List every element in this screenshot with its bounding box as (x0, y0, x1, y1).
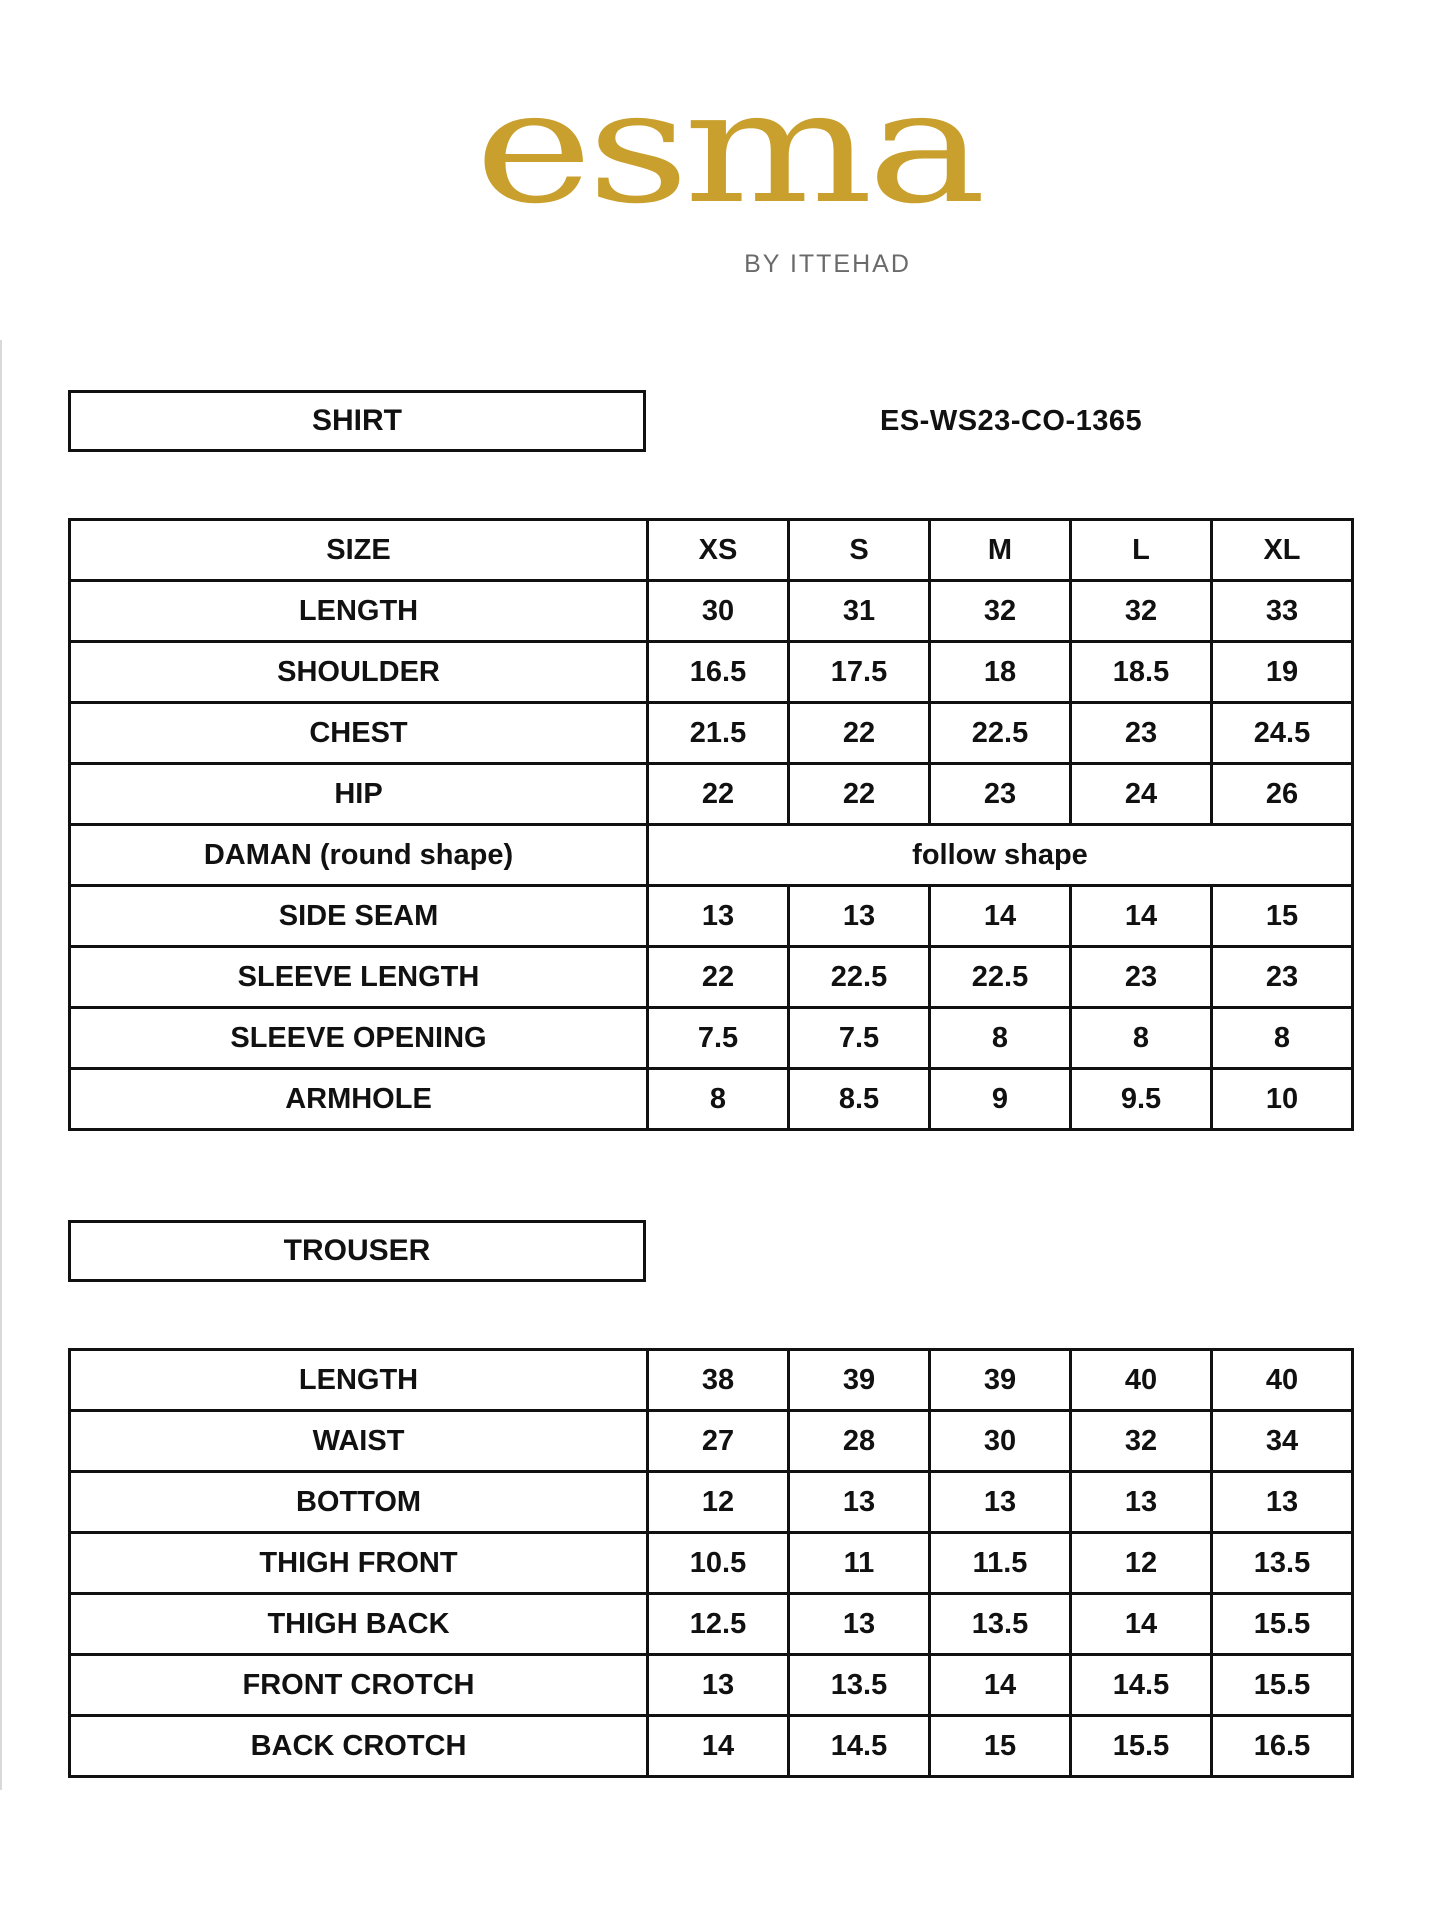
size-value: 8 (930, 1008, 1071, 1069)
size-value: 15.5 (1212, 1655, 1353, 1716)
size-value: 13 (1071, 1472, 1212, 1533)
size-value: 16.5 (1212, 1716, 1353, 1777)
size-value: 33 (1212, 581, 1353, 642)
size-value: 14 (648, 1716, 789, 1777)
size-value: 15.5 (1212, 1594, 1353, 1655)
row-label: WAIST (70, 1411, 648, 1472)
row-label: SHOULDER (70, 642, 648, 703)
table-row (70, 825, 1353, 886)
size-value: 21.5 (648, 703, 789, 764)
merged-value: follow shape (648, 825, 1353, 886)
logo-wordmark: esma (474, 56, 981, 239)
shirt-section-label: SHIRT (68, 390, 646, 452)
size-value: 40 (1212, 1350, 1353, 1411)
size-value: 30 (930, 1411, 1071, 1472)
table-row (70, 947, 1353, 1008)
size-value: 13 (1212, 1472, 1353, 1533)
size-value: 22 (648, 764, 789, 825)
size-value: 24 (1071, 764, 1212, 825)
size-value: 13 (789, 886, 930, 947)
size-value: 27 (648, 1411, 789, 1472)
size-value: 34 (1212, 1411, 1353, 1472)
table-row (70, 764, 1353, 825)
size-value: 18.5 (1071, 642, 1212, 703)
size-value: 7.5 (789, 1008, 930, 1069)
size-value: 10 (1212, 1069, 1353, 1130)
row-label: FRONT CROTCH (70, 1655, 648, 1716)
table-row (70, 1008, 1353, 1069)
size-value: 23 (930, 764, 1071, 825)
row-label: SLEEVE OPENING (70, 1008, 648, 1069)
table-row (70, 581, 1353, 642)
size-value: 30 (648, 581, 789, 642)
trouser-section-label: TROUSER (68, 1220, 646, 1282)
size-value: 19 (1212, 642, 1353, 703)
size-value: 13.5 (930, 1594, 1071, 1655)
size-value: 31 (789, 581, 930, 642)
size-value: M (930, 520, 1071, 581)
row-label: HIP (70, 764, 648, 825)
size-value: 17.5 (789, 642, 930, 703)
size-value: 23 (1071, 947, 1212, 1008)
row-label: BACK CROTCH (70, 1716, 648, 1777)
table-row (70, 642, 1353, 703)
size-value: 13 (648, 1655, 789, 1716)
size-value: 32 (930, 581, 1071, 642)
size-value: 32 (1071, 581, 1212, 642)
table-row (70, 703, 1353, 764)
brand-logo (0, 56, 1445, 279)
size-value: 39 (789, 1350, 930, 1411)
size-value: 24.5 (1212, 703, 1353, 764)
row-label: THIGH BACK (70, 1594, 648, 1655)
size-value: 12.5 (648, 1594, 789, 1655)
size-value: 9.5 (1071, 1069, 1212, 1130)
row-label: THIGH FRONT (70, 1533, 648, 1594)
size-value: 9 (930, 1069, 1071, 1130)
size-value: 22.5 (930, 947, 1071, 1008)
size-value: 13 (789, 1594, 930, 1655)
row-label: SIDE SEAM (70, 886, 648, 947)
size-value: 14 (930, 886, 1071, 947)
size-value: 22.5 (930, 703, 1071, 764)
row-label: LENGTH (70, 581, 648, 642)
table-row (70, 1069, 1353, 1130)
size-value: 23 (1071, 703, 1212, 764)
row-label: SLEEVE LENGTH (70, 947, 648, 1008)
table-row (70, 1472, 1353, 1533)
size-value: 13 (930, 1472, 1071, 1533)
size-value: 22.5 (789, 947, 930, 1008)
size-value: XL (1212, 520, 1353, 581)
size-value: 10.5 (648, 1533, 789, 1594)
size-value: 16.5 (648, 642, 789, 703)
size-value: 38 (648, 1350, 789, 1411)
logo-subtitle: BY ITTEHAD (744, 250, 911, 278)
size-value: 14.5 (789, 1716, 930, 1777)
size-value: S (789, 520, 930, 581)
size-value: 22 (789, 764, 930, 825)
row-label: ARMHOLE (70, 1069, 648, 1130)
size-value: 40 (1071, 1350, 1212, 1411)
size-value: 7.5 (648, 1008, 789, 1069)
size-value: 11.5 (930, 1533, 1071, 1594)
size-value: 39 (930, 1350, 1071, 1411)
size-value: 32 (1071, 1411, 1212, 1472)
size-value: 12 (648, 1472, 789, 1533)
size-value: 14 (1071, 886, 1212, 947)
shirt-size-table (68, 518, 1354, 1131)
size-value: 8 (1212, 1008, 1353, 1069)
row-label: CHEST (70, 703, 648, 764)
size-value: 8 (648, 1069, 789, 1130)
table-row (70, 1594, 1353, 1655)
size-value: 14.5 (1071, 1655, 1212, 1716)
size-value: 18 (930, 642, 1071, 703)
table-row (70, 1655, 1353, 1716)
size-value: 23 (1212, 947, 1353, 1008)
size-value: 15.5 (1071, 1716, 1212, 1777)
table-row (70, 886, 1353, 947)
page-edge-rule (0, 340, 2, 1790)
size-value: 22 (648, 947, 789, 1008)
size-value: 15 (930, 1716, 1071, 1777)
size-value: 26 (1212, 764, 1353, 825)
table-row (70, 1716, 1353, 1777)
size-value: 8.5 (789, 1069, 930, 1130)
table-row (70, 1533, 1353, 1594)
size-value: 28 (789, 1411, 930, 1472)
size-value: 14 (1071, 1594, 1212, 1655)
size-value: 13.5 (1212, 1533, 1353, 1594)
table-header-row (70, 520, 1353, 581)
product-code: ES-WS23-CO-1365 (880, 405, 1143, 437)
row-label: LENGTH (70, 1350, 648, 1411)
table-row (70, 1350, 1353, 1411)
table-row (70, 1411, 1353, 1472)
size-value: 11 (789, 1533, 930, 1594)
row-label: SIZE (70, 520, 648, 581)
row-label: DAMAN (round shape) (70, 825, 648, 886)
size-value: 13 (789, 1472, 930, 1533)
size-value: 15 (1212, 886, 1353, 947)
size-value: 13 (648, 886, 789, 947)
size-value: L (1071, 520, 1212, 581)
row-label: BOTTOM (70, 1472, 648, 1533)
size-value: 12 (1071, 1533, 1212, 1594)
size-value: 13.5 (789, 1655, 930, 1716)
size-value: 14 (930, 1655, 1071, 1716)
size-value: 22 (789, 703, 930, 764)
size-value: XS (648, 520, 789, 581)
size-value: 8 (1071, 1008, 1212, 1069)
trouser-size-table (68, 1348, 1354, 1778)
